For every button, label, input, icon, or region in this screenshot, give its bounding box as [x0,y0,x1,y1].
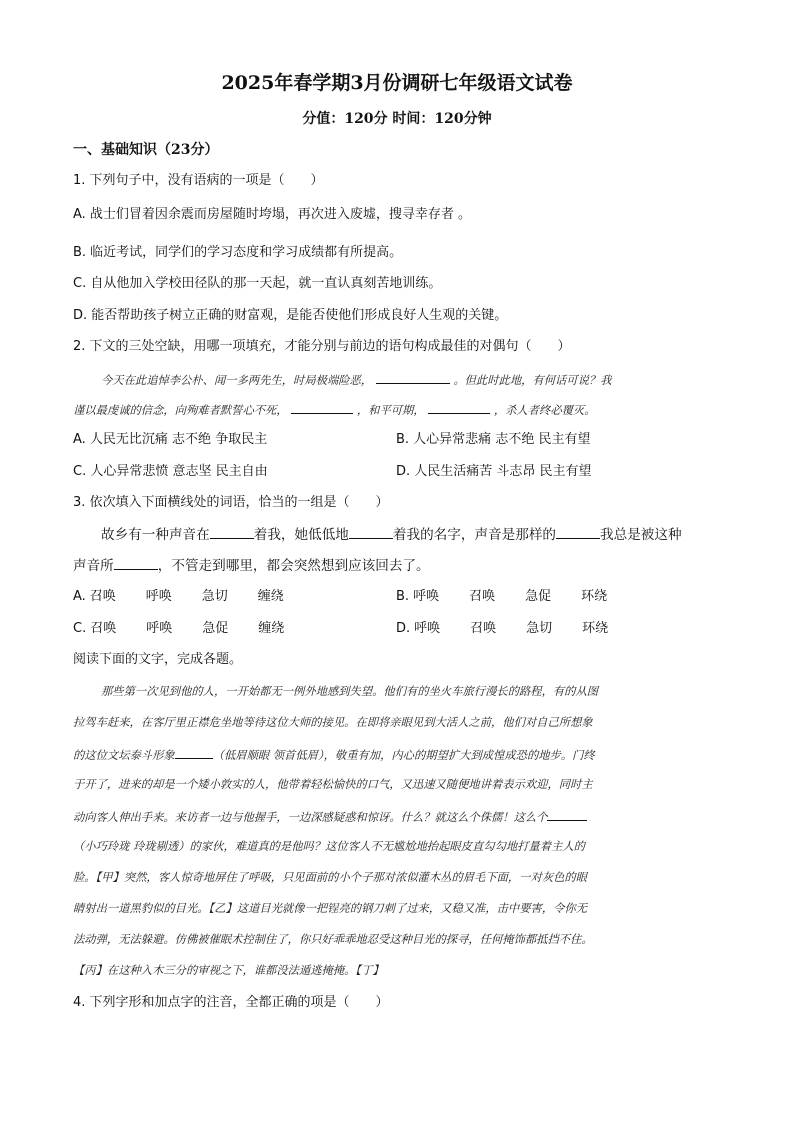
q2-option-a: A. 人民无比沉痛 志不绝 争取民主 [73,432,268,447]
q3-option-d [396,619,608,639]
fill-text: 着我，她低低地 [253,527,349,543]
fill-blank [428,399,490,414]
question-3-stem: 3. 依次填入下面横线处的词语，恰当的一组是（ ） [73,495,389,510]
option-letter: B. [396,589,410,604]
fill-blank [376,369,450,384]
option-letter: A. [73,589,86,604]
option-word: 急促 [202,621,229,636]
option-word: 缠绕 [257,589,284,604]
passage-text: 。但此时此地，有何话可说？我 [453,374,612,387]
passage-text: 今天在此追悼李公朴、闻一多两先生，时局极端险恶， [101,374,373,387]
fill-blank [349,524,393,539]
option-word: 召唤 [90,621,117,636]
option-word: 召唤 [89,589,116,604]
fill-text: 故乡有一种声音在 [101,527,210,543]
option-word: 急促 [525,589,552,604]
reading-line: （小巧玲珑 玲珑剔透）的家伙，难道真的是他吗？这位客人不无尴尬地抬起眼皮直勾勾地打量着主人的 [73,840,585,853]
option-word: 呼唤 [145,589,172,604]
option-word: 呼唤 [146,621,173,636]
q2-passage-line-1 [101,369,751,391]
option-word: 呼唤 [414,621,441,636]
fill-text: ，不管走到哪里，都会突然想到应该回去了。 [157,558,430,574]
q1-option-a: A. 战士们冒着因余震而房屋随时垮塌，再次进入废墟，搜寻幸存者 。 [73,207,472,222]
exam-subtitle: 分值：120分 时间：120分钟 [302,111,492,127]
reading-line [73,744,595,766]
exam-title: 2025年春学期3月份调研七年级语文试卷 [221,72,573,94]
reading-line: 那些第一次见到他的人，一开始都无一例外地感到失望。他们有的坐火车旅行漫长的路程，有的从图 [101,685,599,698]
fill-blank [210,524,254,539]
q2-option-c: C. 人心异常悲愤 意志坚 民主自由 [73,464,268,479]
question-2-stem: 2. 下文的三处空缺，用哪一项填充，才能分别与前边的语句构成最佳的对偶句（ ） [73,339,571,354]
q3-option-b [396,587,607,607]
question-1-stem: 1. 下列句子中，没有语病的一项是（ ） [73,173,324,188]
reading-text: 的这位文坛泰斗形象 [73,749,175,762]
q3-option-a [73,587,284,607]
q1-option-b: B. 临近考试，同学们的学习态度和学习成绩都有所提高。 [73,245,403,260]
option-word: 急切 [201,589,228,604]
fill-blank [175,744,213,759]
fill-text: 我总是被这种 [600,527,682,543]
fill-text: 声音所 [73,558,114,574]
reading-text: （低眉顺眼 领首低眉），敬重有加，内心的期望扩大到成惶成恐的地步。门终 [212,749,595,762]
option-letter: D. [396,621,411,636]
fill-blank [291,399,353,414]
option-word: 环绕 [581,589,608,604]
option-letter: C. [73,621,87,636]
option-word: 急切 [526,621,553,636]
option-word: 召唤 [469,589,496,604]
reading-instruction: 阅读下面的文字，完成各题。 [73,652,243,667]
reading-line: 【丙】在这种入木三分的审视之下，谁都没法遁逃掩掩。【丁】 [73,964,384,977]
option-word: 召唤 [470,621,497,636]
q1-option-c: C. 自从他加入学校田径队的那一天起，就一直认真刻苦地训练。 [73,276,442,291]
q3-option-c [73,619,284,639]
option-word: 环绕 [582,621,609,636]
fill-text: 着我的名字，声音是那样的 [392,527,557,543]
passage-text: ，杀人者终必覆灭。 [493,404,596,417]
q2-option-d: D. 人民生活痛苦 斗志昂 民主有望 [396,464,592,479]
q3-fill-line-1 [101,524,682,545]
question-4-stem: 4. 下列字形和加点字的注音，全都正确的项是（ ） [73,995,389,1010]
reading-line: 法动弹，无法躲避。仿佛被催眠术控制住了，你只好乖乖地忍受这种目光的探寻，任何掩饰都抵挡不住。 [73,933,593,946]
reading-line: 于开了，进来的却是一个矮小敦实的人，他带着轻松愉快的口气，又迅速又随便地讲着表示欢迎，同时主 [73,778,593,791]
q2-option-b: B. 人心异常悲痛 志不绝 民主有望 [396,432,591,447]
reading-line: 拉驾车赶来，在客厅里正襟危坐地等待这位大师的接见。在即将亲眼见到大活人之前，他们对自己所想象 [73,716,593,729]
reading-line: 睛射出一道黑豹似的目光。【乙】这道目光就像一把锃亮的钢刀刺了过来，又稳又准，击中要害，令你无 [73,902,588,915]
q3-fill-line-2 [73,555,430,576]
option-word: 呼唤 [413,589,440,604]
q1-option-d: D. 能否帮助孩子树立正确的财富观，是能否使他们形成良好人生观的关键。 [73,308,508,323]
reading-text: 动向客人伸出手来。来访者一边与他握手，一边深感疑惑和惊讶。什么？就这么个侏儒！这么个 [73,811,548,824]
passage-text: 谨以最虔诚的信念，向殉难者默誓心不死， [73,404,288,417]
section-heading: 一、基础知识（23分） [73,142,219,158]
passage-text: ，和平可期， [356,404,425,417]
fill-blank [114,555,158,570]
fill-blank [556,524,600,539]
reading-line: 脸。【甲】突然，客人惊奇地屏住了呼吸，只见面前的小个子那对浓似灌木丛的眉毛下面，一对灰色的眼 [73,871,588,884]
fill-blank [547,806,587,821]
reading-line [73,806,587,828]
option-word: 缠绕 [258,621,285,636]
q2-passage-line-2 [73,399,723,421]
